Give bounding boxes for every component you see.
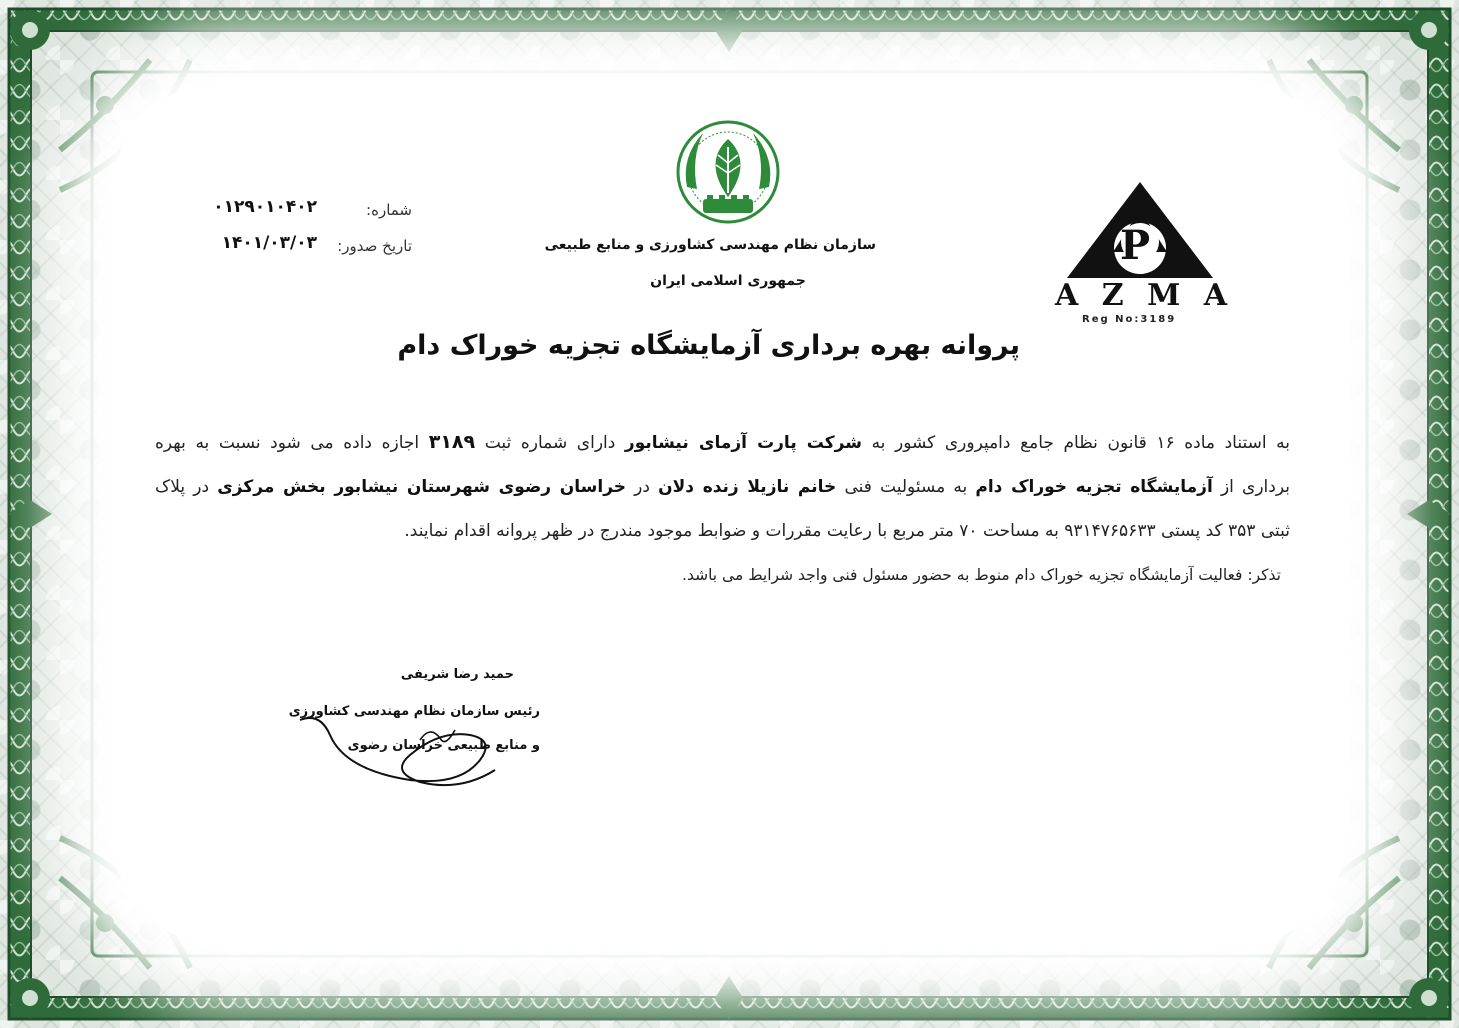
company-name: شرکت پارت آزمای نیشابور <box>624 433 862 453</box>
number-label: شماره: <box>366 201 412 219</box>
signatory-role-line-1: رئیس سازمان نظام مهندسی کشاورزی <box>288 704 540 719</box>
body-text: در پلاک <box>155 477 218 498</box>
azma-reg-number: Reg No:3189 <box>1082 314 1177 325</box>
azma-letter-p: P <box>1120 222 1151 269</box>
body-text: در <box>626 477 659 498</box>
lab-type: آزمایشگاه تجزیه خوراک دام <box>975 477 1213 498</box>
body-text: برداری از <box>1212 477 1290 498</box>
location: خراسان رضوی شهرستان نیشابور بخش مرکزی <box>217 477 627 498</box>
certificate-note: تذکر: فعالیت آزمایشگاه تجزیه خوراک دام منوط به حضور مسئول فنی واجد شرایط می باشد. <box>682 566 1281 584</box>
certificate-title: پروانه بهره برداری آزمایشگاه تجزیه خوراک دام <box>397 330 1020 361</box>
technical-manager: خانم نازیلا زنده دلان <box>658 477 837 498</box>
azma-name-letter: A <box>1055 278 1079 313</box>
azma-name-letter: A <box>1203 278 1227 313</box>
date-value: ۱۴۰۱/۰۳/۰۳ <box>221 233 317 253</box>
body-text: دارای شماره ثبت <box>475 433 625 453</box>
body-line-2 <box>155 466 1290 509</box>
body-line-1 <box>155 418 1290 466</box>
azma-name-letter: Z <box>1101 278 1124 313</box>
body-text: به استناد ماده ۱۶ قانون نظام جامع دامپروری کشور به <box>861 433 1290 453</box>
signatory-name: حمید رضا شریفی <box>400 667 514 682</box>
signature-icon <box>290 700 520 800</box>
org-country: جمهوری اسلامی ایران <box>650 273 806 289</box>
body-line-3: ثبتی ۳۵۳ کد پستی ۹۳۱۴۷۶۵۶۳۳ به مساحت ۷۰ متر مربع با رعایت مقررات و ضوابط موجود مندرج در ظهر پروانه اقدام نمایند. <box>404 520 1290 541</box>
body-text: اجازه داده می شود نسبت به بهره <box>155 433 429 453</box>
date-label: تاریخ صدور: <box>337 237 412 255</box>
certificate-body <box>155 418 1290 553</box>
registration-number: ۳۱۸۹ <box>428 431 476 453</box>
body-text: به مسئولیت فنی <box>836 477 976 498</box>
org-emblem-icon <box>673 117 783 227</box>
signatory-role-line-2: و منابع طبیعی خراسان رضوی <box>347 738 540 753</box>
azma-name <box>1055 278 1227 313</box>
azma-name-letter: M <box>1147 278 1181 313</box>
number-value: ۰۱۲۹۰۱۰۴۰۲ <box>213 197 317 217</box>
org-name: سازمان نظام مهندسی کشاورزی و منابع طبیعی <box>544 237 876 253</box>
